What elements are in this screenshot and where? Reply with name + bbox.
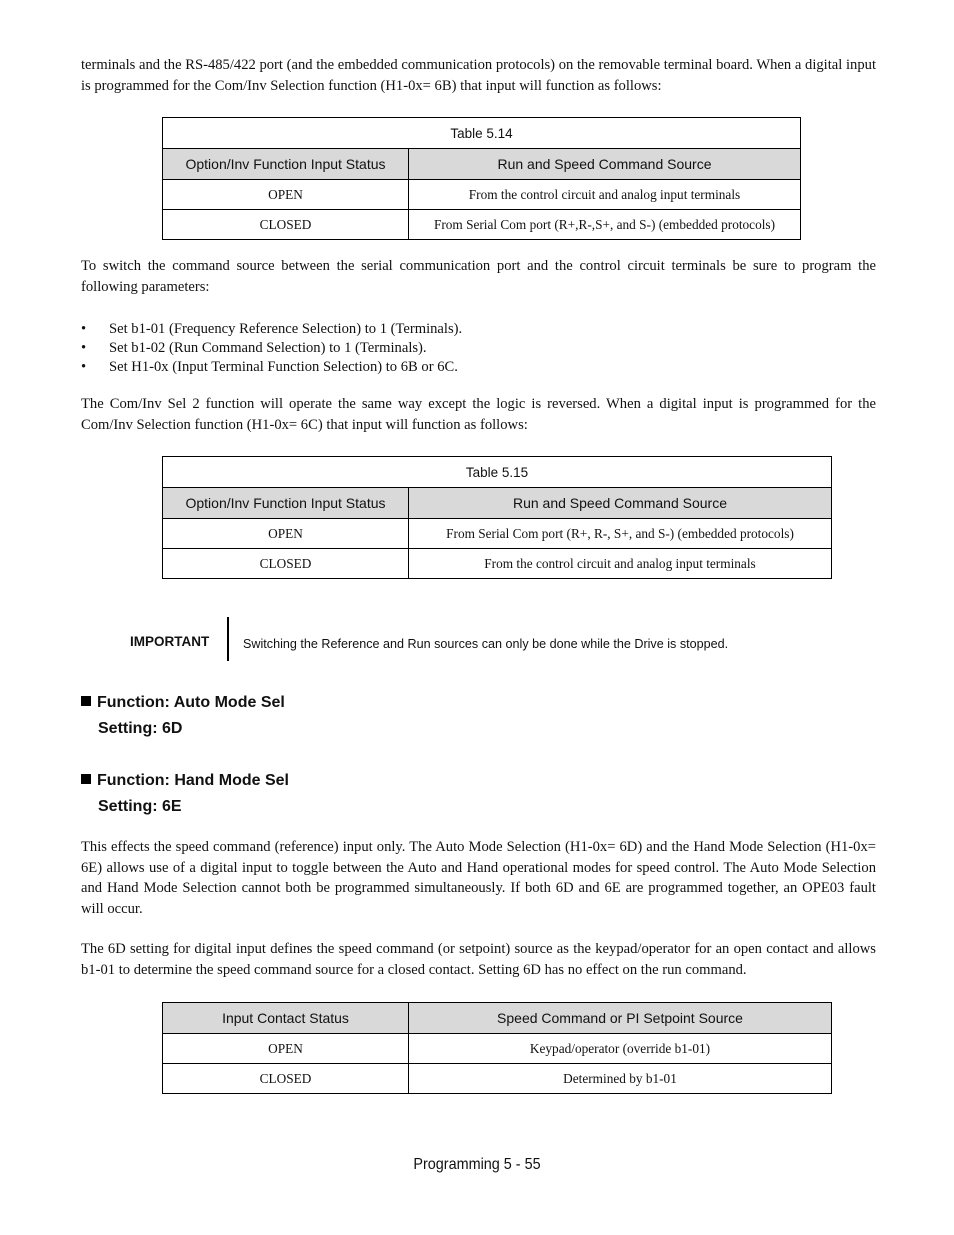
com-inv-paragraph: The Com/Inv Sel 2 function will operate the same way except the logic is reversed. When a digital input is programmed for the Com/Inv Selection function (H1-0x= 6C) that input will function as follows:	[81, 396, 876, 433]
list-item-text: Set b1-01 (Frequency Reference Selection) to 1 (Terminals).	[109, 321, 463, 337]
table-row	[163, 549, 832, 579]
function-title: Function: Hand Mode Sel	[97, 772, 289, 789]
table-header-row	[163, 149, 801, 180]
function-setting: Setting: 6D	[98, 720, 183, 737]
table-header-row	[163, 488, 832, 519]
table-header-row	[163, 1003, 832, 1034]
column-header: Run and Speed Command Source	[409, 149, 801, 180]
table-cell: Keypad/operator (override b1-01)	[409, 1034, 832, 1064]
table-cell: From Serial Com port (R+, R-, S+, and S-) (embedded protocols)	[409, 519, 832, 549]
function-setting: Setting: 6E	[98, 798, 182, 815]
table-row	[163, 519, 832, 549]
list-item	[81, 320, 462, 339]
table-cell: From Serial Com port (R+,R-,S+, and S-) (embedded protocols)	[409, 210, 801, 240]
column-header: Option/Inv Function Input Status	[163, 488, 409, 519]
table-caption: Table 5.14	[163, 118, 801, 149]
list-item-text: Set b1-02 (Run Command Selection) to 1 (Terminals).	[109, 340, 427, 356]
important-label: IMPORTANT	[130, 634, 210, 649]
column-header: Option/Inv Function Input Status	[163, 149, 409, 180]
square-bullet-icon	[81, 696, 91, 706]
column-header: Run and Speed Command Source	[409, 488, 832, 519]
function-title: Function: Auto Mode Sel	[97, 694, 285, 711]
table-row	[163, 1064, 832, 1094]
table-cell: From the control circuit and analog input terminals	[409, 549, 832, 579]
intro-paragraph: terminals and the RS-485/422 port (and the embedded communication protocols) on the removable terminal board. When a digital input is programmed for the Com/Inv Selection function (H1-0x= 6B) that input will function as follows:	[81, 57, 876, 94]
table-cell: CLOSED	[163, 1064, 409, 1094]
table-contact-status	[162, 1002, 832, 1094]
list-item	[81, 339, 462, 358]
bullet-icon: •	[81, 359, 87, 375]
square-bullet-icon	[81, 774, 91, 784]
table-caption: Table 5.15	[163, 457, 832, 488]
bullet-icon: •	[81, 340, 87, 356]
table-cell: OPEN	[163, 180, 409, 210]
table-cell: From the control circuit and analog input terminals	[409, 180, 801, 210]
table-cell: CLOSED	[163, 549, 409, 579]
table-5-15	[162, 456, 832, 579]
table-cell: Determined by b1-01	[409, 1064, 832, 1094]
table-cell: OPEN	[163, 519, 409, 549]
table-5-14	[162, 117, 801, 240]
column-header: Speed Command or PI Setpoint Source	[409, 1003, 832, 1034]
important-note: Switching the Reference and Run sources can only be done while the Drive is stopped.	[243, 637, 729, 651]
list-item	[81, 358, 462, 377]
effects-paragraph: This effects the speed command (reference) input only. The Auto Mode Selection (H1-0x= 6D) and the Hand Mode Selection (H1-0x= 6E) allows use of a digital input to toggle between the Auto and Hand operational modes for speed control. The Auto Mode Selection and Hand Mode Selection cannot both be programmed simultaneously. If both 6D and 6E are programmed together, an OPE03 fault will occur.	[81, 839, 876, 917]
table-cell: CLOSED	[163, 210, 409, 240]
bullet-icon: •	[81, 321, 87, 337]
list-item-text: Set H1-0x (Input Terminal Function Selection) to 6B or 6C.	[109, 359, 458, 375]
table-row	[163, 1034, 832, 1064]
table-row	[163, 210, 801, 240]
table-cell: OPEN	[163, 1034, 409, 1064]
page-footer: Programming 5 - 55	[413, 1156, 541, 1173]
function-auto-heading	[81, 690, 285, 742]
switch-paragraph: To switch the command source between the serial communication port and the control circuit terminals be sure to program the following parameters:	[81, 258, 876, 295]
setting-6d-paragraph: The 6D setting for digital input defines the speed command (or setpoint) source as the keypad/operator for an open contact and allows b1-01 to determine the speed command source for a closed contact. Setting 6D has no effect on the run command.	[81, 941, 876, 978]
table-row	[163, 180, 801, 210]
function-hand-heading	[81, 768, 289, 820]
important-divider	[227, 617, 229, 661]
column-header: Input Contact Status	[163, 1003, 409, 1034]
parameter-list	[81, 320, 462, 377]
